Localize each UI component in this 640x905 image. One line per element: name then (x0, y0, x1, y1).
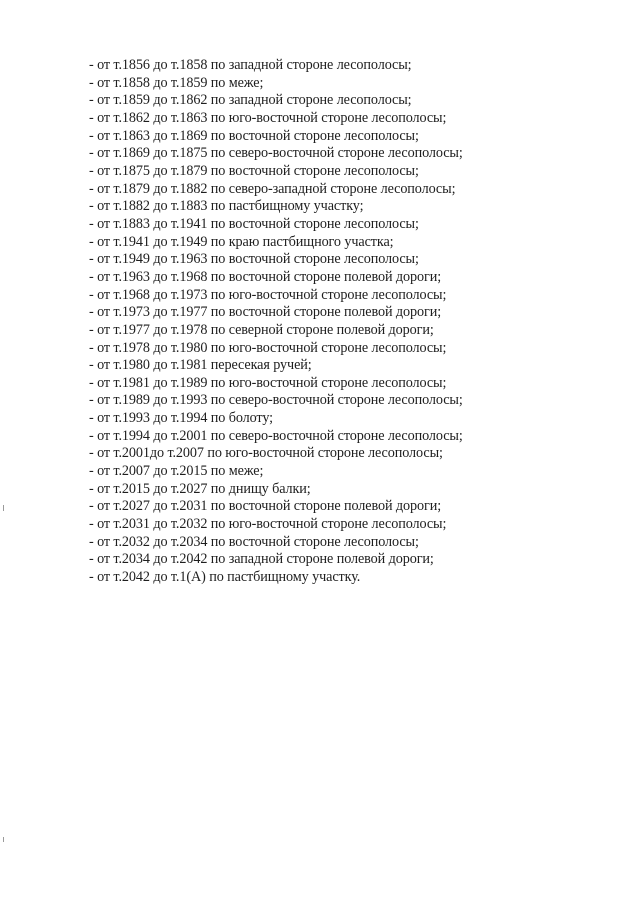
boundary-segment-line: - от т.1973 до т.1977 по восточной стороне полевой дороги; (89, 304, 442, 321)
boundary-segment-line: - от т.1858 до т.1859 по меже; (89, 74, 264, 91)
boundary-segment-line: - от т.1993 до т.1994 по болоту; (89, 410, 273, 427)
scan-artifact-mark (3, 505, 4, 511)
boundary-segment-line: - от т.1875 до т.1879 по восточной стороне лесополосы; (89, 162, 419, 179)
boundary-segment-line: - от т.1963 до т.1968 по восточной стороне полевой дороги; (89, 268, 442, 285)
boundary-segment-line: - от т.2027 до т.2031 по восточной стороне полевой дороги; (89, 498, 442, 515)
boundary-segment-line: - от т.2001до т.2007 по юго-восточной стороне лесополосы; (89, 445, 443, 462)
boundary-segment-line: - от т.2015 до т.2027 по днищу балки; (89, 480, 311, 497)
boundary-segment-line: - от т.1856 до т.1858 по западной стороне лесополосы; (89, 57, 412, 73)
boundary-segment-line: - от т.1859 до т.1862 по западной стороне лесополосы; (89, 92, 412, 109)
boundary-segment-line: - от т.1994 до т.2001 по северо-восточной стороне лесополосы; (89, 427, 463, 444)
boundary-segment-line: - от т.1941 до т.1949 по краю пастбищного участка; (89, 233, 394, 250)
boundary-segment-line: - от т.1980 до т.1981 пересекая ручей; (89, 357, 312, 374)
boundary-segment-line: - от т.1869 до т.1875 по северо-восточной стороне лесополосы; (89, 145, 463, 162)
boundary-segment-line: - от т.2031 до т.2032 по юго-восточной стороне лесополосы; (89, 516, 447, 533)
boundary-segment-line: - от т.1882 до т.1883 по пастбищному участку; (89, 198, 364, 215)
boundary-segment-line: - от т.2007 до т.2015 по меже; (89, 463, 264, 480)
scan-artifact-mark (3, 837, 4, 842)
boundary-segment-line: - от т.1883 до т.1941 по восточной стороне лесополосы; (89, 215, 419, 232)
boundary-segment-line: - от т.1977 до т.1978 по северной стороне полевой дороги; (89, 321, 434, 338)
boundary-segment-line: - от т.1981 до т.1989 по юго-восточной стороне лесополосы; (89, 374, 447, 391)
boundary-segment-line: - от т.1989 до т.1993 по северо-восточной стороне лесополосы; (89, 392, 463, 409)
boundary-segment-line: - от т.1879 до т.1882 по северо-западной стороне лесополосы; (89, 180, 456, 197)
boundary-segment-line: - от т.1863 до т.1869 по восточной стороне лесополосы; (89, 127, 419, 144)
boundary-segment-line: - от т.2034 до т.2042 по западной стороне полевой дороги; (89, 551, 434, 568)
boundary-segment-line: - от т.1862 до т.1863 по юго-восточной стороне лесополосы; (89, 109, 447, 126)
boundary-segment-line: - от т.1949 до т.1963 по восточной стороне лесополосы; (89, 251, 419, 268)
boundary-segment-line: - от т.2042 до т.1(А) по пастбищному участку. (89, 569, 361, 586)
boundary-segment-line: - от т.1968 до т.1973 по юго-восточной стороне лесополосы; (89, 286, 447, 303)
boundary-segment-line: - от т.2032 до т.2034 по восточной стороне лесополосы; (89, 533, 419, 550)
boundary-segment-list (89, 57, 463, 587)
boundary-segment-line: - от т.1978 до т.1980 по юго-восточной стороне лесополосы; (89, 339, 447, 356)
